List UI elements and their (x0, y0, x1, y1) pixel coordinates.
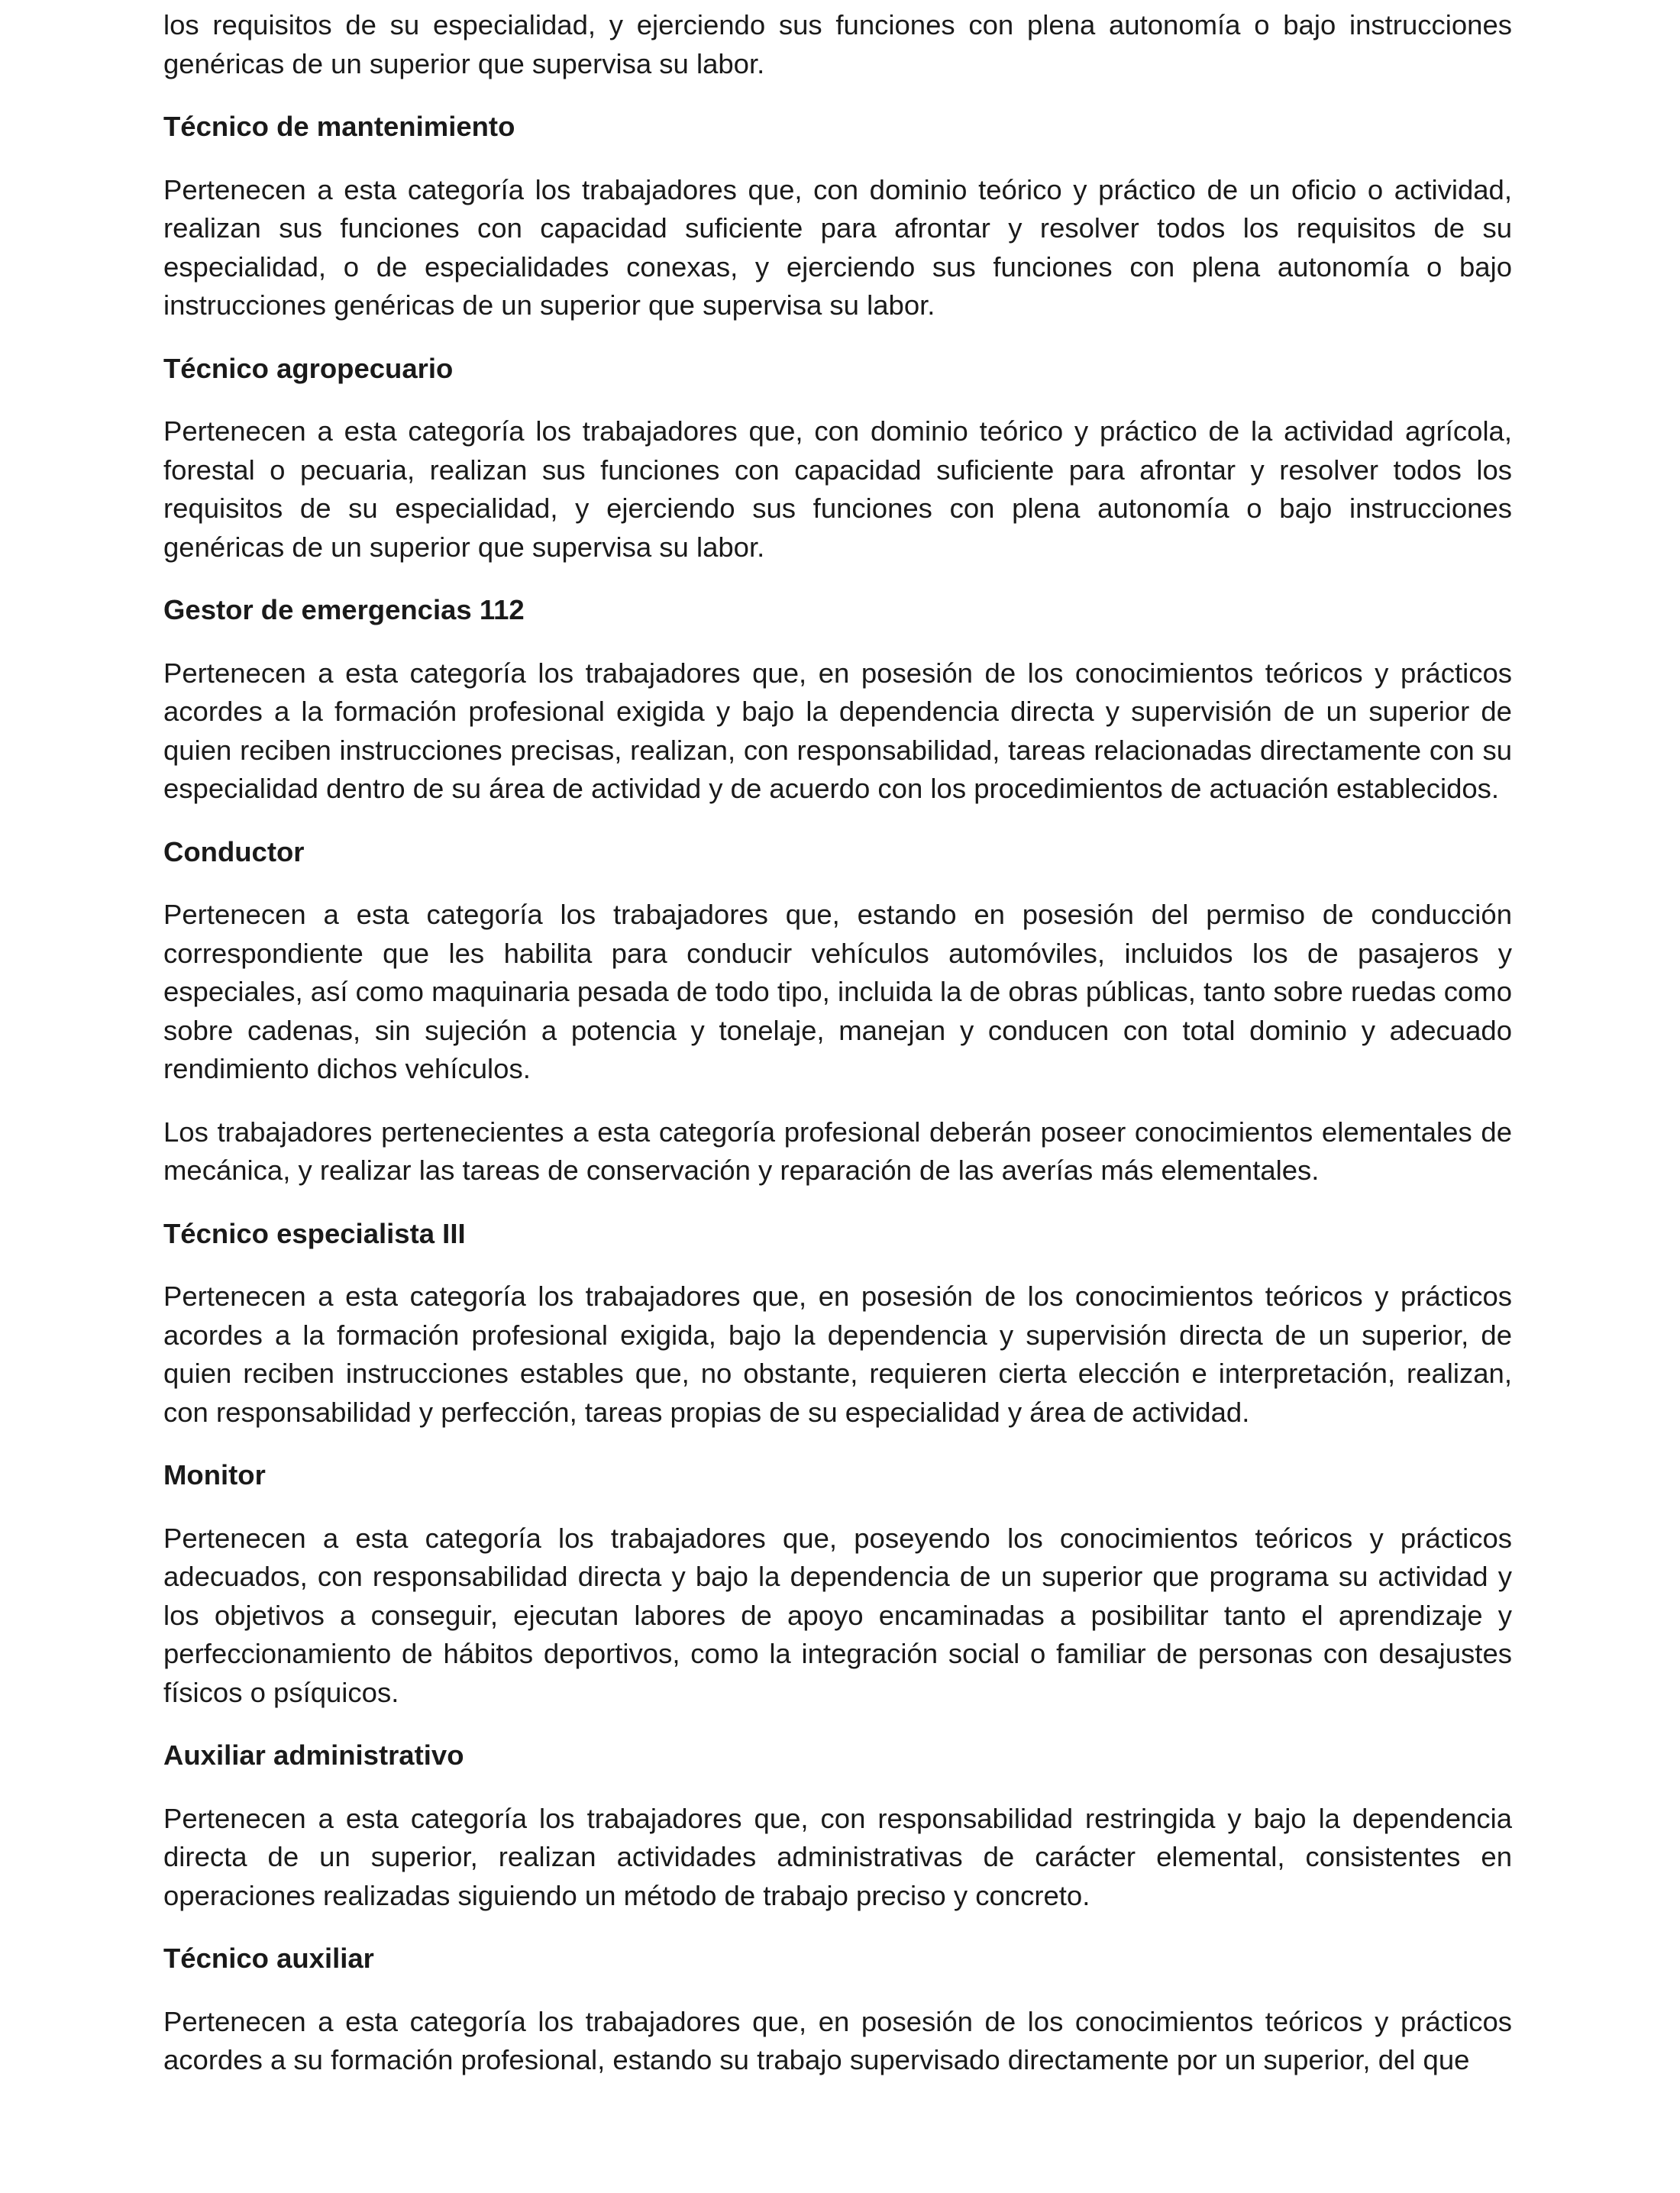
heading-monitor: Monitor (163, 1459, 266, 1491)
heading-gestor-emergencias: Gestor de emergencias 112 (163, 594, 525, 625)
paragraph-continuation: los requisitos de su especialidad, y ejerciendo sus funciones con plena autonomía o bajo instrucciones genéricas de un superior que supervisa su labor. (163, 9, 1512, 79)
heading-conductor: Conductor (163, 835, 305, 867)
heading-auxiliar-administrativo: Auxiliar administrativo (163, 1739, 464, 1771)
paragraph-auxiliar-administrativo: Pertenecen a esta categoría los trabajadores que, con responsabilidad restringida y bajo la dependencia directa de un superior, realizan actividades administrativas de carácter elemental, consistentes en operaciones realizadas siguiendo un método de trabajo preciso y concreto. (163, 1802, 1512, 1911)
heading-tecnico-especialista-iii: Técnico especialista III (163, 1217, 466, 1249)
paragraph-conductor-mecanica: Los trabajadores pertenecientes a esta categoría profesional deberán poseer conocimientos elementales de mecánica, y realizar las tareas de conservación y reparación de las averías más elementales. (163, 1116, 1512, 1186)
heading-tecnico-agropecuario: Técnico agropecuario (163, 352, 454, 384)
heading-tecnico-mantenimiento: Técnico de mantenimiento (163, 111, 515, 142)
paragraph-tecnico-mantenimiento: Pertenecen a esta categoría los trabajadores que, con dominio teórico y práctico de un oficio o actividad, realizan sus funciones con capacidad suficiente para afrontar y resolver todos los requisitos de su especialidad, o de especialidades conexas, y ejerciendo sus funciones con plena autonomía o bajo instrucciones genéricas de un superior que supervisa su labor. (163, 173, 1512, 321)
paragraph-gestor-emergencias: Pertenecen a esta categoría los trabajadores que, en posesión de los conocimientos teóricos y prácticos acordes a la formación profesional exigida y bajo la dependencia directa y supervisión de un superior de quien reciben instrucciones precisas, realizan, con responsabilidad, tareas relacionadas directamente con su especialidad dentro de su área de actividad y de acuerdo con los procedimientos de actuación establecidos. (163, 657, 1512, 804)
paragraph-tecnico-especialista-iii: Pertenecen a esta categoría los trabajadores que, en posesión de los conocimientos teóricos y prácticos acordes a la formación profesional exigida, bajo la dependencia y supervisión directa de un superior, de quien reciben instrucciones estables que, no obstante, requieren cierta elección e interpretación, realizan, con responsabilidad y perfección, tareas propias de su especialidad y área de actividad. (163, 1281, 1512, 1428)
paragraph-tecnico-auxiliar: Pertenecen a esta categoría los trabajadores que, en posesión de los conocimientos teóricos y prácticos acordes a su formación profesional, estando su trabajo supervisado directamente por un superior, del que (163, 2005, 1512, 2075)
paragraph-tecnico-agropecuario: Pertenecen a esta categoría los trabajadores que, con dominio teórico y práctico de la actividad agrícola, forestal o pecuaria, realizan sus funciones con capacidad suficiente para afrontar y resolver todos los requisitos de su especialidad, y ejerciendo sus funciones con plena autonomía o bajo instrucciones genéricas de un superior que supervisa su labor. (163, 415, 1512, 563)
document-page (163, 6, 1512, 2104)
paragraph-conductor: Pertenecen a esta categoría los trabajadores que, estando en posesión del permiso de conducción correspondiente que les habilita para conducir vehículos automóviles, incluidos los de pasajeros y especiales, así como maquinaria pesada de todo tipo, incluida la de obras públicas, tanto sobre ruedas como sobre cadenas, sin sujeción a potencia y tonelaje, manejan y conducen con total dominio y adecuado rendimiento dichos vehículos. (163, 899, 1512, 1084)
heading-tecnico-auxiliar: Técnico auxiliar (163, 1943, 374, 1974)
paragraph-monitor: Pertenecen a esta categoría los trabajadores que, poseyendo los conocimientos teóricos y prácticos adecuados, con responsabilidad directa y bajo la dependencia de un superior que programa su actividad y los objetivos a conseguir, ejecutan labores de apoyo encaminadas a posibilitar tanto el aprendizaje y perfeccionamiento de hábitos deportivos, como la integración social o familiar de personas con desajustes físicos o psíquicos. (163, 1522, 1512, 1708)
